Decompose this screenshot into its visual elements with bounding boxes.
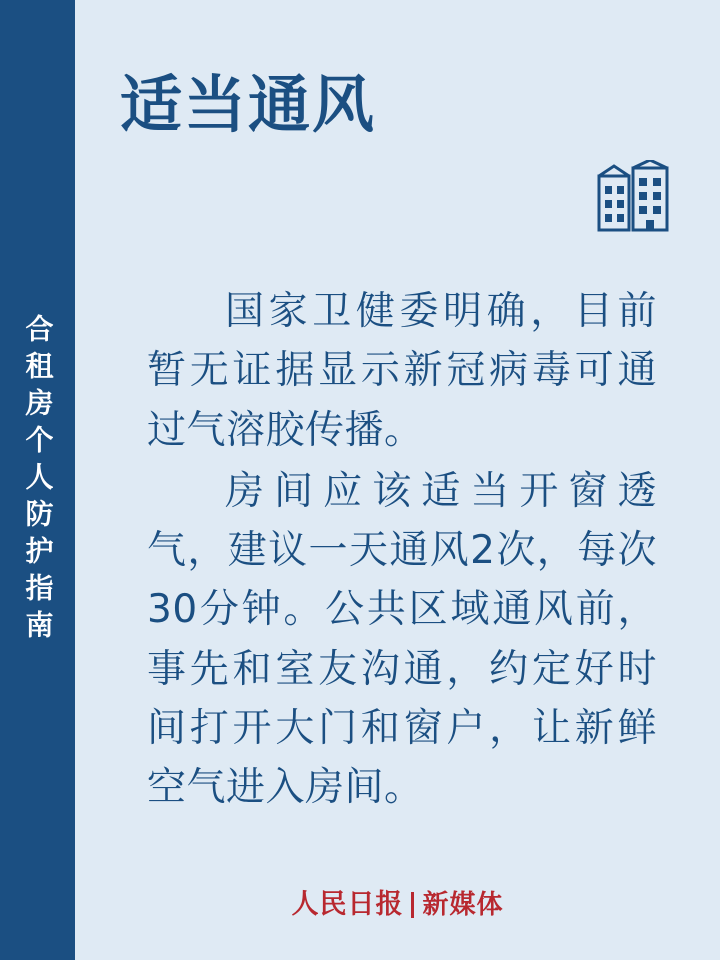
footer xyxy=(75,891,720,918)
brand-sub-name: 新媒体 xyxy=(422,889,504,920)
brand-name: 人民日报 xyxy=(291,889,404,920)
brand-logo xyxy=(291,891,503,918)
building-icon xyxy=(593,160,675,242)
page-title: 适当通风 xyxy=(120,68,377,141)
side-band xyxy=(0,0,75,960)
brand-divider xyxy=(411,892,414,918)
side-band-label: 合租房个人防护指南 xyxy=(21,313,55,647)
body-text xyxy=(147,282,657,819)
paragraph-2: 房间应该适当开窗透气，建议一天通风2次，每次30分钟。公共区域通风前，事先和室友沟通，约定好时间打开大门和窗户，让新鲜空气进入房间。 xyxy=(147,468,657,811)
poster-content xyxy=(75,0,720,960)
paragraph-1: 国家卫健委明确，目前暂无证据显示新冠病毒可通过气溶胶传播。 xyxy=(147,289,657,453)
